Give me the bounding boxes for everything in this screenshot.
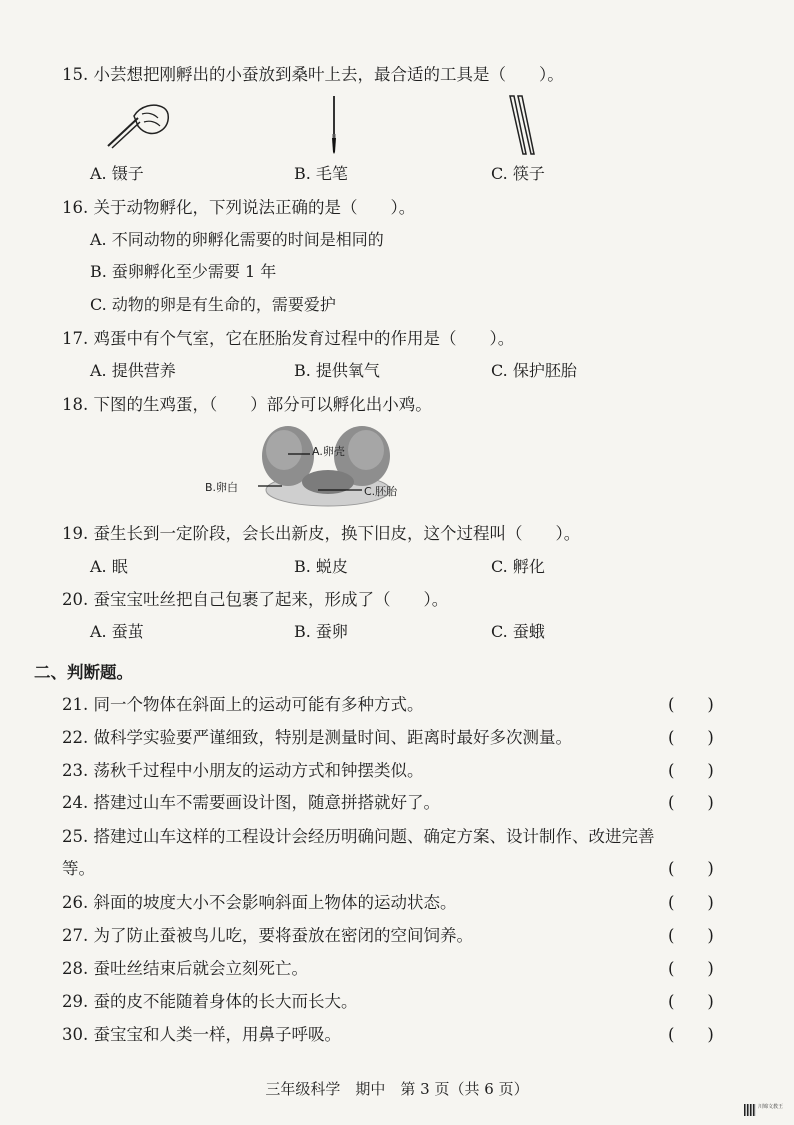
answer-paren-27[interactable]: ( ) bbox=[668, 926, 714, 945]
answer-paren-30[interactable]: ( ) bbox=[668, 1025, 714, 1044]
answer-paren-26[interactable]: ( ) bbox=[668, 893, 714, 912]
section-title-judgement: 二、判断题。 bbox=[34, 663, 133, 682]
answer-paren-22[interactable]: ( ) bbox=[668, 728, 714, 747]
question-25: 25. 搭建过山车这样的工程设计会经历明确问题、确定方案、设计制作、改进完善 bbox=[62, 827, 655, 846]
q19-option-c[interactable]: C. 孵化 bbox=[491, 557, 545, 576]
q17-option-c[interactable]: C. 保护胚胎 bbox=[491, 361, 577, 380]
q20-option-a[interactable]: A. 蚕茧 bbox=[90, 622, 144, 641]
brand-watermark: 川锦文教王 bbox=[758, 1104, 784, 1110]
answer-paren-23[interactable]: ( ) bbox=[668, 761, 714, 780]
egg-label-shell: A.卵壳 bbox=[312, 445, 345, 458]
q20-option-b[interactable]: B. 蚕卵 bbox=[294, 622, 348, 641]
question-29: 29. 蚕的皮不能随着身体的长大而长大。 bbox=[62, 992, 358, 1011]
q19-option-b[interactable]: B. 蜕皮 bbox=[294, 557, 348, 576]
question-19: 19. 蚕生长到一定阶段，会长出新皮，换下旧皮，这个过程叫（ ）。 bbox=[62, 524, 581, 543]
question-24: 24. 搭建过山车不需要画设计图，随意拼搭就好了。 bbox=[62, 793, 440, 812]
question-15: 15. 小芸想把刚孵出的小蚕放到桑叶上去，最合适的工具是（ ）。 bbox=[62, 65, 564, 84]
q20-option-c[interactable]: C. 蚕蛾 bbox=[491, 622, 545, 641]
question-23: 23. 荡秋千过程中小朋友的运动方式和钟摆类似。 bbox=[62, 761, 424, 780]
page-footer: 三年级科学 期中 第 3 页（共 6 页） bbox=[265, 1080, 529, 1098]
question-17: 17. 鸡蛋中有个气室，它在胚胎发育过程中的作用是（ ）。 bbox=[62, 329, 515, 348]
question-25-continued: 等。 bbox=[62, 859, 95, 878]
answer-paren-28[interactable]: ( ) bbox=[668, 959, 714, 978]
question-28: 28. 蚕吐丝结束后就会立刻死亡。 bbox=[62, 959, 308, 978]
q16-option-b[interactable]: B. 蚕卵孵化至少需要 1 年 bbox=[90, 262, 277, 281]
q15-option-b[interactable]: B. 毛笔 bbox=[294, 164, 348, 183]
question-20: 20. 蚕宝宝吐丝把自己包裹了起来，形成了（ ）。 bbox=[62, 590, 449, 609]
brush-icon bbox=[324, 94, 344, 156]
egg-label-embryo: C.胚胎 bbox=[364, 485, 398, 498]
q16-option-a[interactable]: A. 不同动物的卵孵化需要的时间是相同的 bbox=[90, 230, 384, 249]
answer-paren-29[interactable]: ( ) bbox=[668, 992, 714, 1011]
qr-code-icon bbox=[744, 1104, 756, 1116]
tweezers-hand-icon bbox=[104, 96, 174, 152]
q19-option-a[interactable]: A. 眠 bbox=[90, 557, 128, 576]
answer-paren-24[interactable]: ( ) bbox=[668, 793, 714, 812]
question-21: 21. 同一个物体在斜面上的运动可能有多种方式。 bbox=[62, 695, 424, 714]
q17-option-b[interactable]: B. 提供氧气 bbox=[294, 361, 380, 380]
question-27: 27. 为了防止蚕被鸟儿吃，要将蚕放在密闭的空间饲养。 bbox=[62, 926, 473, 945]
question-18: 18. 下图的生鸡蛋，（ ）部分可以孵化出小鸡。 bbox=[62, 395, 432, 414]
question-16: 16. 关于动物孵化，下列说法正确的是（ ）。 bbox=[62, 198, 416, 217]
answer-paren-25[interactable]: ( ) bbox=[668, 859, 714, 878]
egg-label-white: B.卵白 bbox=[205, 481, 239, 494]
chopsticks-icon bbox=[508, 94, 538, 158]
answer-paren-21[interactable]: ( ) bbox=[668, 695, 714, 714]
q16-option-c[interactable]: C. 动物的卵是有生命的，需要爱护 bbox=[90, 295, 336, 314]
q15-option-c[interactable]: C. 筷子 bbox=[491, 164, 545, 183]
q15-option-a[interactable]: A. 镊子 bbox=[90, 164, 144, 183]
question-22: 22. 做科学实验要严谨细致，特别是测量时间、距离时最好多次测量。 bbox=[62, 728, 572, 747]
question-30: 30. 蚕宝宝和人类一样，用鼻子呼吸。 bbox=[62, 1025, 341, 1044]
q17-option-a[interactable]: A. 提供营养 bbox=[90, 361, 176, 380]
question-26: 26. 斜面的坡度大小不会影响斜面上物体的运动状态。 bbox=[62, 893, 457, 912]
